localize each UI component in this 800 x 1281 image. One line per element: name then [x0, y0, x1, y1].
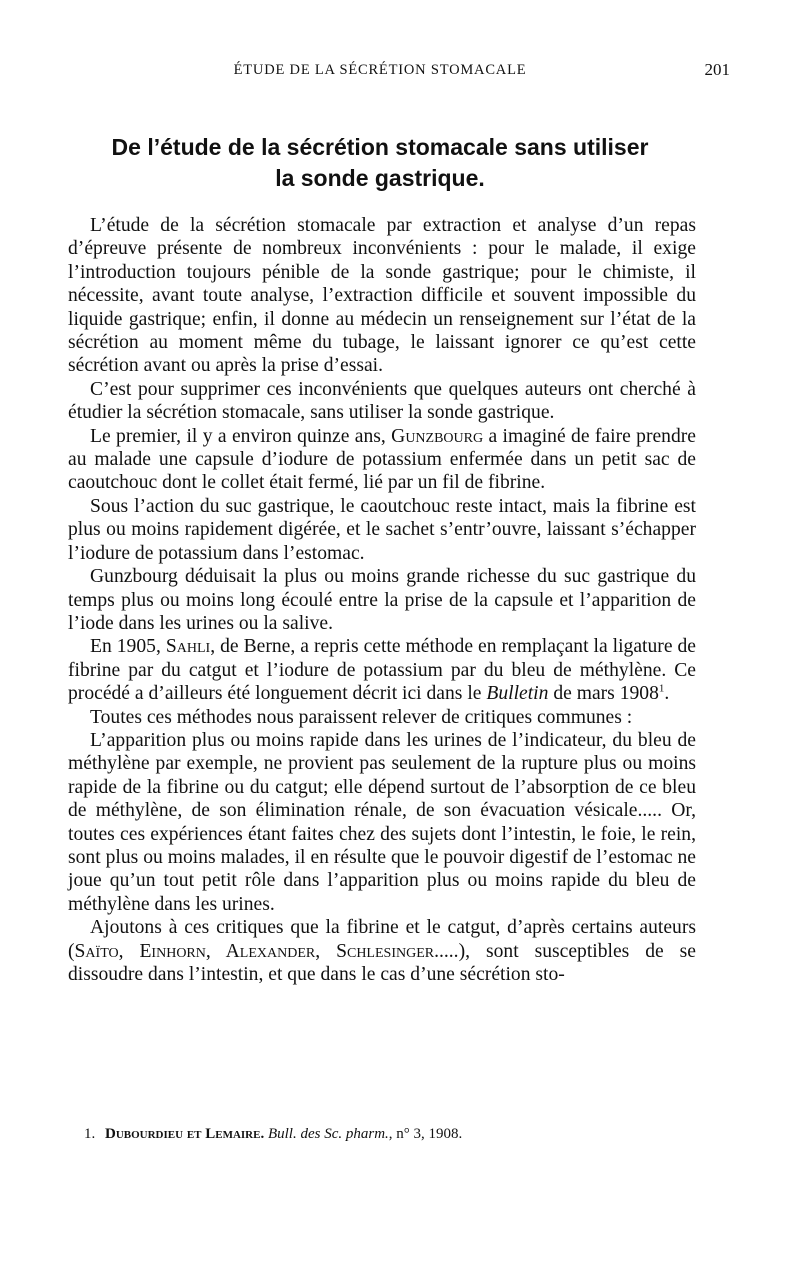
bulletin-title: Bulletin [486, 683, 549, 705]
paragraph-8: L’apparition plus ou moins rapide dans les urines de l’indicateur, du bleu de méthylène par exemple, ne provient pas seulement de la rupture plus ou moins rapide de la fibrine ou du catgut; elle dépend surtout de l’absorption de ce bleu de méthylène, de son élimination rénale, de son évacuation vésicale..... Or, toutes ces expériences étant faites chez des sujets dont l’intestin, le foie, le rein, sont plus ou moins malades, il en résulte que le pouvoir digestif de l’estomac ne joue qu’un tout petit rôle dans l’apparition plus ou moins rapide du bleu de méthylène dans les urines. [68, 729, 696, 915]
paragraph-5: Gunzbourg déduisait la plus ou moins grande richesse du suc gastrique du temps plus ou moins long écoulé entre la prise de la capsule et l’apparition de l’iode dans les urines ou la salive. [68, 566, 696, 634]
footnote-reference: 1 [658, 682, 665, 695]
paragraph-6-text-b: , de Berne, a repris cette méthode en remplaçant la ligature de fibrine par du catgut et l’iodure de potassium par du bleu de méthylène. Ce procédé a d’ailleurs été longuement décrit ici dans le [68, 636, 697, 705]
paragraph-6-text-d: . [664, 683, 670, 705]
running-head [70, 60, 730, 84]
author-names-list: Saïto, Einhorn, Alexander, Schlesinger..... [74, 940, 459, 962]
page-number: 201 [704, 60, 730, 79]
paragraph-3-text-b: a imaginé de faire prendre au malade une capsule d’iodure de potassium enfermée dans un petit sac de caoutchouc dont le collet était fermé, lié par un fil de fibrine. [68, 425, 696, 494]
author-name-sahli: Sahli [165, 636, 211, 658]
paragraph-6-text-a: En 1905, [90, 636, 166, 658]
paragraph-7: Toutes ces méthodes nous paraissent relever de critiques communes : [90, 706, 633, 728]
paragraph-3-text-a: Le premier, il y a environ quinze ans, [90, 425, 392, 447]
paragraph-4: Sous l’action du suc gastrique, le caoutchouc reste intact, mais la fibrine est plus ou moins rapidement digérée, et le sachet s’entr’ouvre, laissant s’échapper l’iodure de potassium dans l’estomac. [68, 495, 696, 564]
paragraph-6-text-c: de mars 1908 [548, 683, 659, 705]
paragraph-9-text-b: ), sont susceptibles de se dissoudre dans l’intestin, et que dans le cas d’une sécrétion sto- [68, 940, 696, 985]
article-title-line-1: De l’étude de la sécrétion stomacale sans utiliser [111, 134, 649, 160]
paragraph-3 [68, 425, 696, 495]
article-title [70, 132, 690, 194]
footnote-details: , n° 3, 1908. [388, 1126, 463, 1142]
footnote [84, 1124, 704, 1144]
paragraph-2: C’est pour supprimer ces inconvénients que quelques auteurs ont cherché à étudier la sécrétion stomacale, sans utiliser la sonde gastrique. [68, 378, 696, 424]
paragraph-6 [68, 635, 696, 705]
paragraph-9-text-a: Ajoutons à ces critiques que la fibrine et le catgut, d’après certains auteurs ( [68, 917, 696, 962]
footnote-journal: Bull. des Sc. pharm. [267, 1126, 389, 1142]
footnote-authors: Dubourdieu et Lemaire. [105, 1126, 265, 1142]
footnote-number: 1. [84, 1126, 96, 1142]
article-title-line-2: la sonde gastrique. [275, 165, 485, 191]
running-title: ÉTUDE DE LA SÉCRÉTION STOMACALE [233, 62, 527, 78]
body-text [68, 214, 696, 986]
paragraph-1: L’étude de la sécrétion stomacale par extraction et analyse d’un repas d’épreuve présente de nombreux inconvénients : pour le malade, il exige l’introduction toujours pénible de la sonde gastrique; pour le chimiste, il nécessite, avant toute analyse, l’extraction difficile et souvent impossible du liquide gastrique; enfin, il donne au médecin un renseignement sur l’état de la sécrétion au moment même du tubage, le laissant ignorer ce qu’est cette sécrétion avant ou après la prise d’essai. [68, 215, 696, 377]
paragraph-9 [68, 916, 696, 986]
author-name-gunzbourg: Gunzbourg [391, 425, 484, 447]
